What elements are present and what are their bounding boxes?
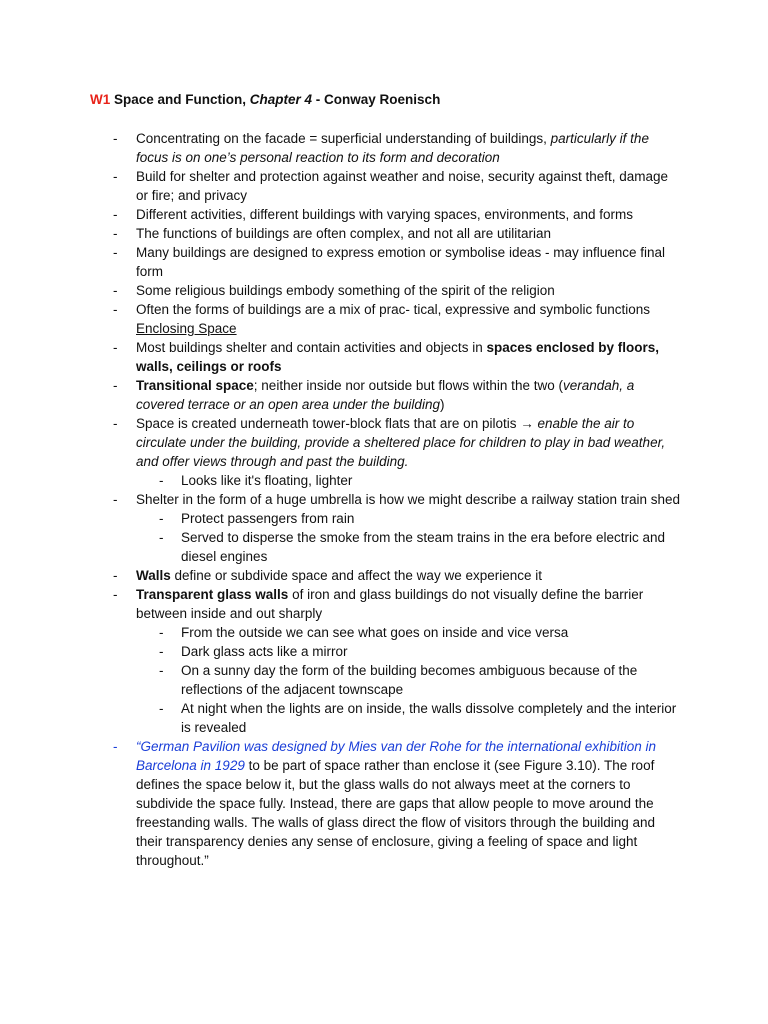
- bullet-bold: spaces enclosed by floors, walls, ceilings or roofs: [136, 340, 660, 374]
- title-text: Space and Function,: [110, 92, 250, 107]
- sub-bullet-outside: [0, 623, 682, 642]
- bullet-dash: -: [113, 226, 118, 241]
- bullet-italic: verandah, a covered terrace or an open area under the building: [136, 378, 635, 412]
- sub-bullet-floating: [0, 471, 682, 490]
- bullet-dash: -: [159, 530, 164, 545]
- bullet-functions: [0, 224, 682, 243]
- title-author: - Conway Roenisch: [312, 92, 441, 107]
- bullet-umbrella: [0, 490, 682, 509]
- bullet-text: Served to disperse the smoke from the steam trains in the era before electric and diesel engines: [181, 530, 665, 564]
- sub-bullet-sunny: [0, 661, 682, 699]
- bullet-text: define or subdivide space and affect the way we experience it: [170, 568, 542, 583]
- bullet-text: Dark glass acts like a mirror: [181, 644, 348, 659]
- bullet-walls: [0, 566, 682, 585]
- bullet-dash: -: [159, 701, 164, 716]
- bullet-dash: -: [113, 739, 118, 754]
- bullet-dash: -: [113, 283, 118, 298]
- bullet-text: Some religious buildings embody something of the spirit of the religion: [136, 283, 555, 298]
- bullet-enclosed: [0, 338, 682, 376]
- bullet-bold: Walls: [136, 568, 171, 583]
- sub-bullet-mirror: [0, 642, 682, 661]
- bullet-dash: -: [159, 625, 164, 640]
- bullet-dash: -: [159, 511, 164, 526]
- bullet-emotion: [0, 243, 682, 281]
- bullet-dash: -: [113, 302, 118, 317]
- bullet-text: to be part of space rather than enclose it (see Figure 3.10). The roof defines the space below it, but the glass walls do not always meet at the corners to subdivide the space fully. Instead, there are gaps that allow people to move around the freestanding walls. The walls of glass direct the flow of visitors through the building and their transparency denies any sense of enclosure, giving a feeling of space and light throughout.”: [136, 758, 656, 868]
- bullet-religious: [0, 281, 682, 300]
- bullet-text: Space is created underneath tower-block flats that are on pilotis →: [136, 416, 538, 431]
- bullet-text: Many buildings are designed to express emotion or symbolise ideas - may influence final form: [136, 245, 666, 279]
- notes-list: [0, 129, 768, 870]
- bullet-dash: -: [113, 131, 118, 146]
- section-heading-text: Enclosing Space: [136, 321, 237, 336]
- bullet-facade: [0, 129, 682, 167]
- bullet-text: Looks like it's floating, lighter: [181, 473, 353, 488]
- bullet-text: Protect passengers from rain: [181, 511, 355, 526]
- bullet-dash: -: [113, 568, 118, 583]
- title-chapter: Chapter 4: [249, 92, 313, 107]
- bullet-text: of iron and glass buildings do not visually define the barrier between inside and out sharply: [136, 587, 644, 621]
- bullet-dash: -: [113, 587, 118, 602]
- bullet-transitional: [0, 376, 682, 414]
- bullet-text: From the outside we can see what goes on inside and vice versa: [181, 625, 569, 640]
- bullet-dash: -: [159, 644, 164, 659]
- bullet-text: Build for shelter and protection against weather and noise, security against theft, damage or fire; and privacy: [136, 169, 669, 203]
- sub-bullet-rain: [0, 509, 682, 528]
- bullet-text: Most buildings shelter and contain activities and objects in: [136, 340, 487, 355]
- bullet-dash: -: [113, 378, 118, 393]
- bullet-glass-walls: [0, 585, 682, 623]
- bullet-dash: -: [113, 492, 118, 507]
- bullet-bold: Transitional space: [136, 378, 254, 393]
- bullet-text: Concentrating on the facade = superficial understanding of buildings,: [136, 131, 551, 146]
- bullet-text: ; neither inside nor outside but flows within the two (: [253, 378, 563, 393]
- bullet-text: The functions of buildings are often complex, and not all are utilitarian: [136, 226, 551, 241]
- bullet-shelter: [0, 167, 682, 205]
- bullet-dash: -: [113, 340, 118, 355]
- bullet-bold: Transparent glass walls: [136, 587, 289, 602]
- sub-bullet-smoke: [0, 528, 682, 566]
- page-title: [90, 92, 440, 107]
- bullet-mix: [0, 300, 682, 319]
- bullet-dash: -: [159, 473, 164, 488]
- bullet-dash: -: [113, 245, 118, 260]
- week-label: W1: [90, 92, 111, 107]
- bullet-dash: -: [113, 207, 118, 222]
- bullet-text: ): [439, 397, 445, 412]
- bullet-dash: -: [113, 169, 118, 184]
- sub-bullet-night: [0, 699, 682, 737]
- section-heading: [0, 319, 768, 338]
- bullet-text: Shelter in the form of a huge umbrella is how we might describe a railway station train shed: [136, 492, 681, 507]
- bullet-italic: enable the air to circulate under the building, provide a sheltered place for children to play in bad weather, and offer views through and past the building.: [136, 416, 666, 469]
- bullet-activities: [0, 205, 682, 224]
- bullet-dash: -: [113, 416, 118, 431]
- bullet-text: At night when the lights are on inside, the walls dissolve completely and the interior is revealed: [181, 701, 677, 735]
- bullet-italic: particularly if the focus is on one’s personal reaction to its form and decoration: [136, 131, 649, 165]
- bullet-text: On a sunny day the form of the building becomes ambiguous because of the reflections of the adjacent townscape: [181, 663, 638, 697]
- bullet-pilotis: [0, 414, 682, 471]
- bullet-text: Different activities, different buildings with varying spaces, environments, and forms: [136, 207, 633, 222]
- quote-highlight: “German Pavilion was designed by Mies van der Rohe for the international exhibition in Barcelona in 1929: [136, 739, 657, 773]
- bullet-dash: -: [159, 663, 164, 678]
- bullet-german-pavilion: [0, 737, 682, 870]
- bullet-text: Often the forms of buildings are a mix of prac- tical, expressive and symbolic functions: [136, 302, 650, 317]
